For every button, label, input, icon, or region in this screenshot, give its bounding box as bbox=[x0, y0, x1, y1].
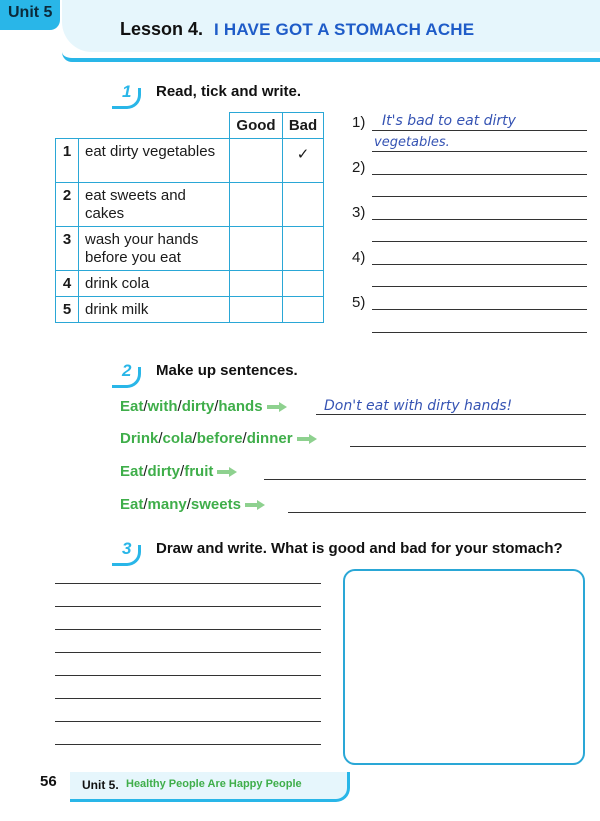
answer-line[interactable] bbox=[372, 196, 587, 197]
activity-text: drink cola bbox=[79, 271, 230, 297]
writing-line[interactable] bbox=[55, 583, 321, 584]
good-cell[interactable] bbox=[230, 297, 283, 323]
writing-line[interactable] bbox=[55, 652, 321, 653]
sentence-prompt: Eat/with/dirty/hands bbox=[120, 398, 287, 415]
sentence-handwriting: Don't eat with dirty hands! bbox=[324, 398, 513, 414]
page-number: 56 bbox=[40, 773, 57, 790]
answer-label: 1) bbox=[352, 114, 366, 131]
answer-line[interactable] bbox=[372, 332, 587, 333]
answer-line[interactable] bbox=[372, 241, 587, 242]
table-row bbox=[56, 227, 324, 271]
sentence-line[interactable] bbox=[288, 512, 586, 513]
drawing-box[interactable] bbox=[343, 569, 585, 765]
answer-line[interactable] bbox=[372, 174, 587, 175]
bad-cell[interactable] bbox=[283, 297, 324, 323]
bad-cell[interactable]: ✓ bbox=[283, 139, 324, 183]
writing-line[interactable] bbox=[55, 721, 321, 722]
bad-cell[interactable] bbox=[283, 227, 324, 271]
arrow-icon bbox=[217, 468, 237, 476]
activity-text: drink milk bbox=[79, 297, 230, 323]
footer-title: Healthy People Are Happy People bbox=[126, 778, 302, 790]
table-row bbox=[56, 297, 324, 323]
tick-table bbox=[55, 112, 324, 323]
answer-label: 2) bbox=[352, 159, 366, 176]
row-number: 3 bbox=[56, 227, 79, 271]
unit-badge bbox=[0, 0, 60, 30]
activity-text: eat sweets and cakes bbox=[79, 183, 230, 227]
table-row bbox=[56, 183, 324, 227]
sentence-line[interactable] bbox=[316, 414, 586, 415]
table-header-row bbox=[56, 113, 324, 139]
task-2-instruction: Make up sentences. bbox=[156, 362, 298, 379]
answer-line[interactable] bbox=[372, 130, 587, 131]
answer-handwriting: vegetables. bbox=[374, 135, 450, 150]
row-number: 1 bbox=[56, 139, 79, 183]
activity-text: wash your hands before you eat bbox=[79, 227, 230, 271]
sentence-line[interactable] bbox=[350, 446, 586, 447]
answer-handwriting: It's bad to eat dirty bbox=[382, 113, 516, 129]
activity-text: eat dirty vegetables bbox=[79, 139, 230, 183]
lesson-title: I HAVE GOT A STOMACH ACHE bbox=[214, 20, 475, 39]
task-3-instruction: Draw and write. What is good and bad for your stomach? bbox=[156, 540, 563, 557]
writing-line[interactable] bbox=[55, 744, 321, 745]
footer-unit: Unit 5. bbox=[82, 778, 119, 792]
column-bad: Bad bbox=[283, 113, 324, 139]
arrow-icon bbox=[245, 501, 265, 509]
page-footer bbox=[0, 770, 600, 821]
good-cell[interactable] bbox=[230, 227, 283, 271]
table-row bbox=[56, 139, 324, 183]
bad-cell[interactable] bbox=[283, 183, 324, 227]
arrow-icon bbox=[267, 403, 287, 411]
page-header bbox=[0, 0, 600, 62]
sentence-prompt: Drink/cola/before/dinner bbox=[120, 430, 317, 447]
column-good: Good bbox=[230, 113, 283, 139]
good-cell[interactable] bbox=[230, 271, 283, 297]
writing-line[interactable] bbox=[55, 698, 321, 699]
lesson-label: Lesson 4. bbox=[120, 19, 204, 39]
task-1-number: 1 bbox=[112, 82, 142, 106]
answer-line[interactable] bbox=[372, 309, 587, 310]
answer-line[interactable] bbox=[372, 219, 587, 220]
row-number: 5 bbox=[56, 297, 79, 323]
answer-label: 3) bbox=[352, 204, 366, 221]
table-row bbox=[56, 271, 324, 297]
good-cell[interactable] bbox=[230, 139, 283, 183]
writing-line[interactable] bbox=[55, 606, 321, 607]
row-number: 4 bbox=[56, 271, 79, 297]
sentence-prompt: Eat/dirty/fruit bbox=[120, 463, 237, 480]
writing-line[interactable] bbox=[55, 675, 321, 676]
task-3-number: 3 bbox=[112, 539, 142, 563]
unit-label: Unit 5 bbox=[8, 4, 53, 21]
sentence-line[interactable] bbox=[264, 479, 586, 480]
bad-cell[interactable] bbox=[283, 271, 324, 297]
arrow-icon bbox=[297, 435, 317, 443]
answer-label: 4) bbox=[352, 249, 366, 266]
row-number: 2 bbox=[56, 183, 79, 227]
answer-line[interactable] bbox=[372, 151, 587, 152]
task-1-instruction: Read, tick and write. bbox=[156, 83, 302, 100]
task-2-number: 2 bbox=[112, 361, 142, 385]
answer-line[interactable] bbox=[372, 286, 587, 287]
writing-line[interactable] bbox=[55, 629, 321, 630]
answer-label: 5) bbox=[352, 294, 366, 311]
answer-line[interactable] bbox=[372, 264, 587, 265]
sentence-prompt: Eat/many/sweets bbox=[120, 496, 265, 513]
good-cell[interactable] bbox=[230, 183, 283, 227]
